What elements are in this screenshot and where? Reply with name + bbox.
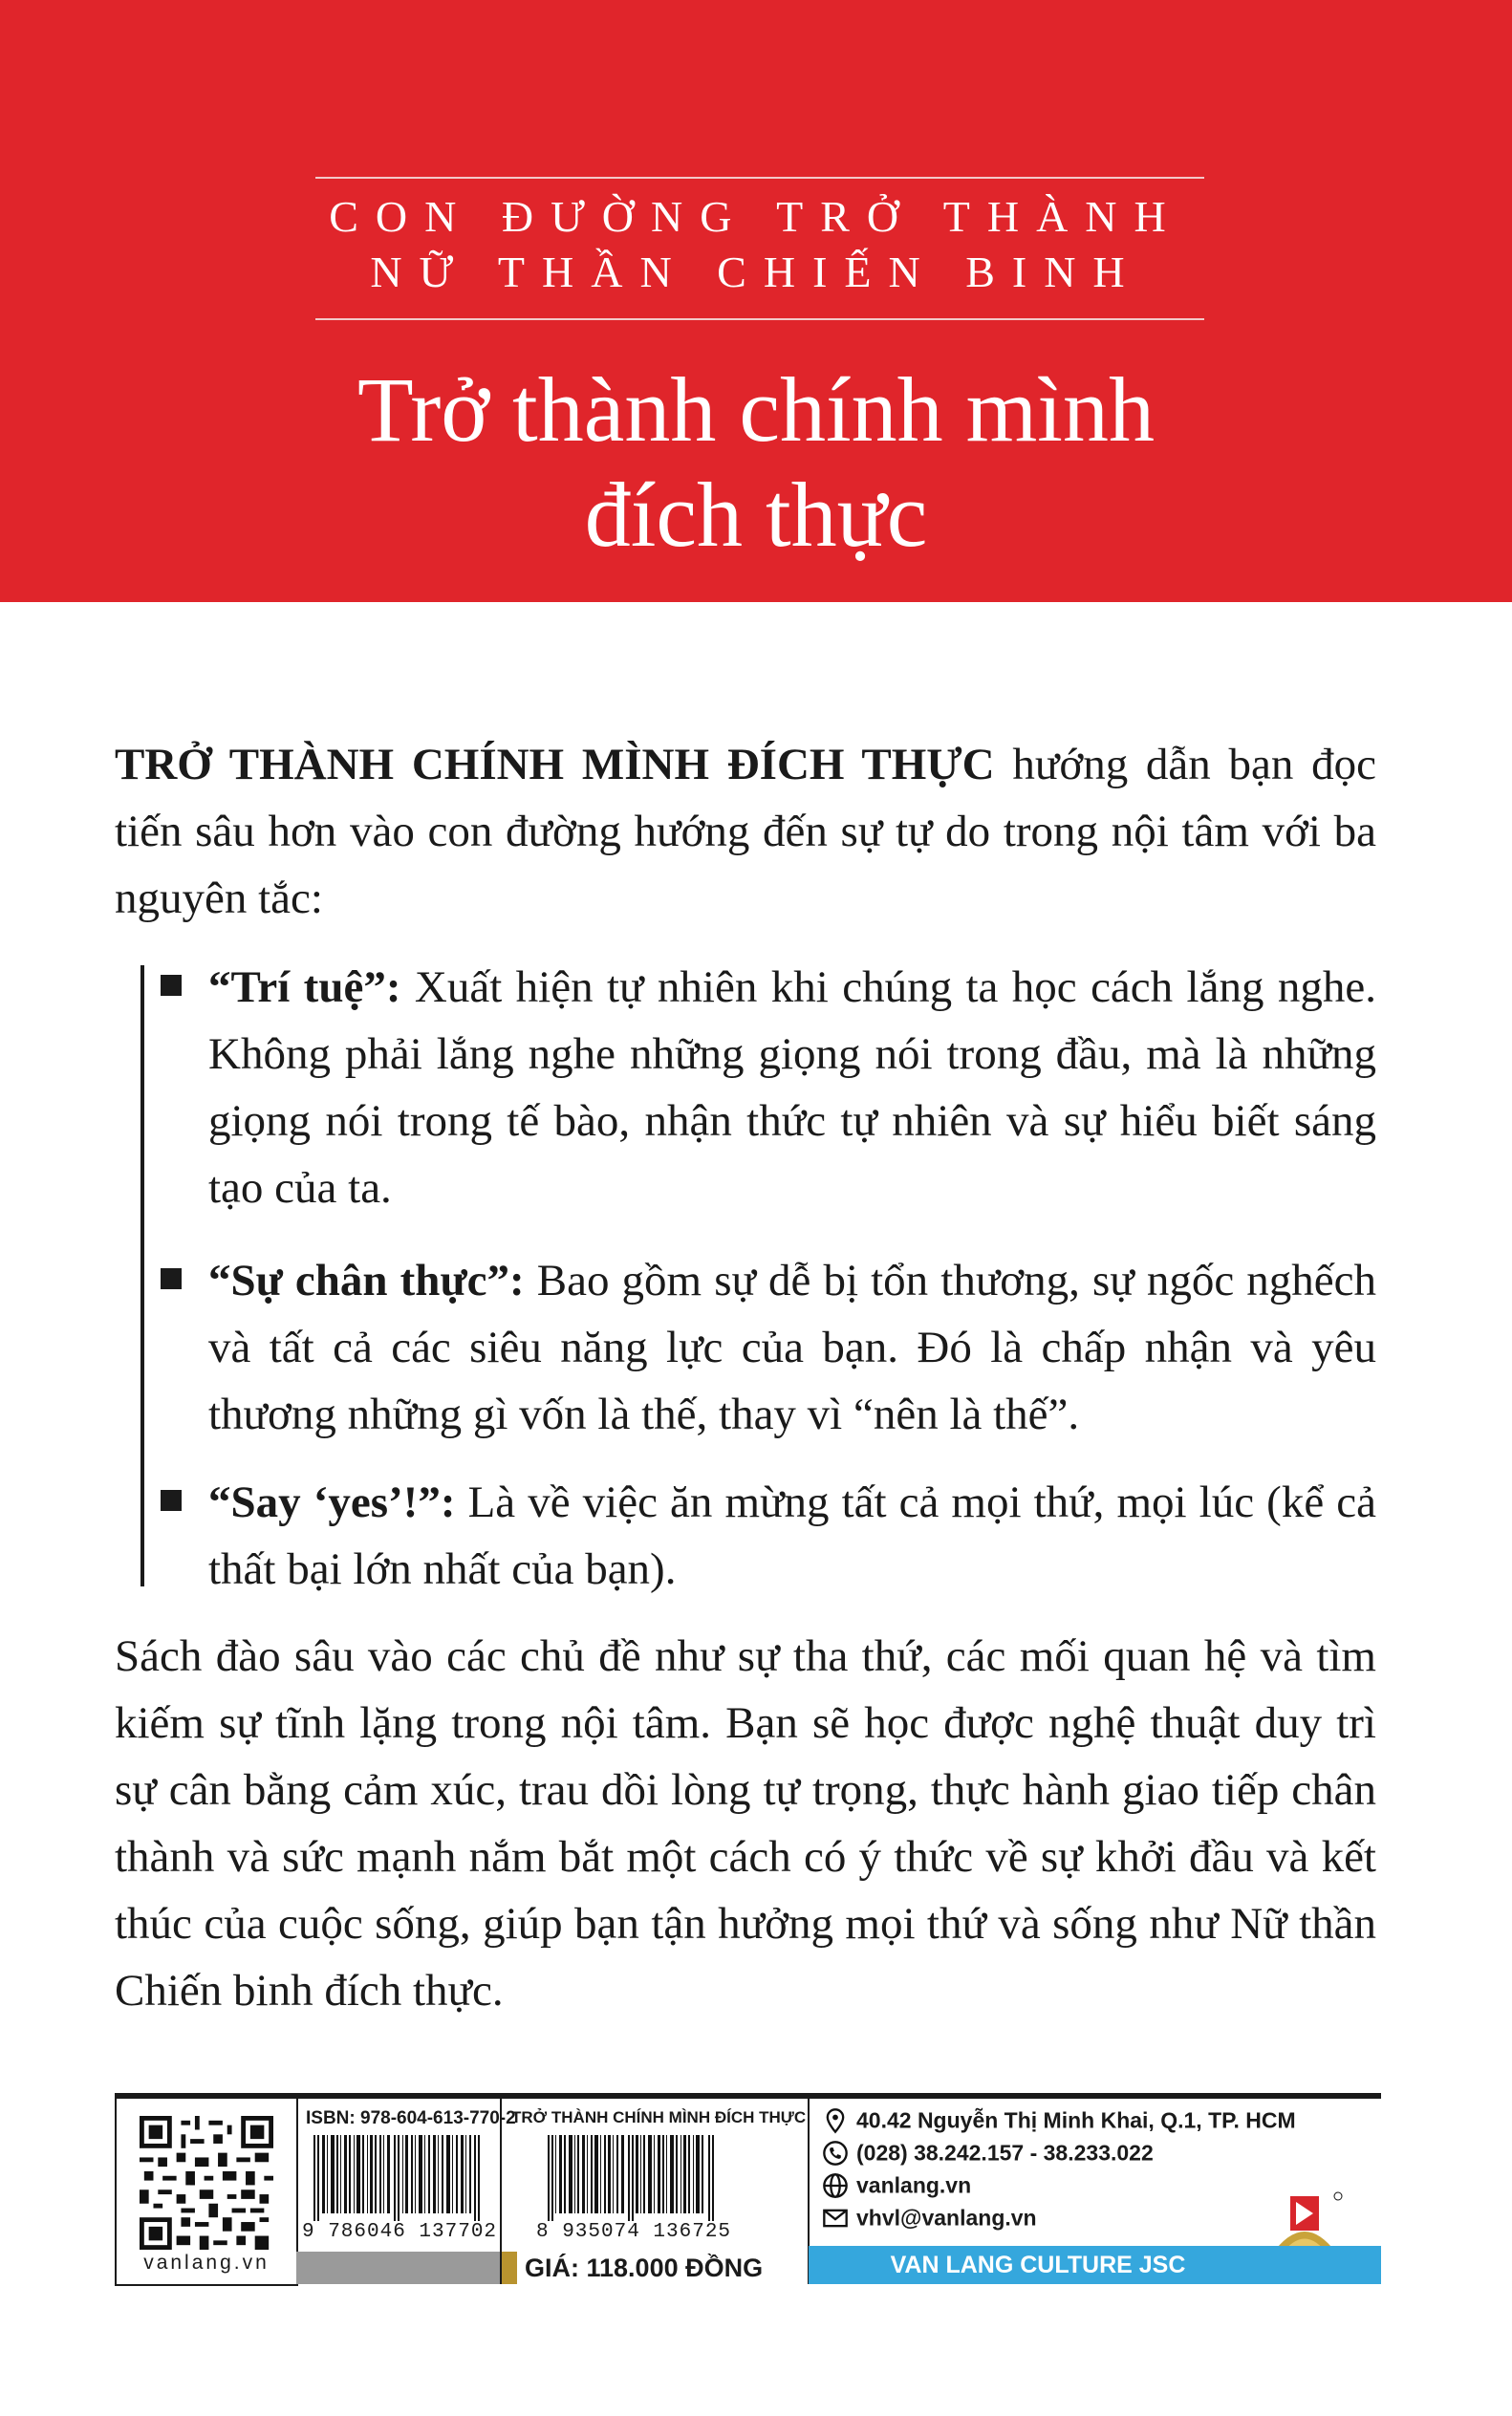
principle-item-authenticity — [208, 1247, 1376, 1448]
bullet-square-icon — [161, 1490, 182, 1511]
bullet-square-icon — [161, 1268, 182, 1289]
barcode-title-label: TRỞ THÀNH CHÍNH MÌNH ĐÍCH THỰC — [511, 2108, 807, 2126]
book-title-line-1: Trở thành chính mình — [357, 358, 1155, 461]
qr-caption: vanlang.vn — [143, 2252, 270, 2274]
principle-item-wisdom — [208, 954, 1376, 1221]
price-accent-bar — [502, 2252, 517, 2284]
intro-paragraph — [115, 731, 1376, 932]
qr-code-box[interactable] — [115, 2099, 298, 2286]
principle-term: “Say ‘yes’!”: — [208, 1478, 456, 1527]
isbn-digits: 9 786046 137702 — [302, 2221, 498, 2243]
summary-paragraph: Sách đào sâu vào các chủ đề như sự tha thứ, các mối quan hệ và tìm kiếm sự tĩnh lặng trong nội tâm. Bạn sẽ học được nghệ thuật duy trì sự cân bằng cảm xúc, trau dồi lòng tự trọng, thực hành giao tiếp chân thành và sức mạnh nắm bắt một cách có ý thức về sự khởi đầu và kết thúc của cuộc sống, giúp bạn tận hưởng mọi thứ và sống như Nữ thần Chiến binh đích thực. — [115, 1631, 1376, 2016]
principle-text: Xuất hiện tự nhiên khi chúng ta học cách lắng nghe. Không phải lắng nghe những giọng nói trong đầu, mà là những giọng nói trong tế bào, nhận thức tự nhiên và sự hiểu biết sáng tạo của ta. — [208, 962, 1376, 1213]
intro-title-bold: TRỞ THÀNH CHÍNH MÌNH ĐÍCH THỰC — [115, 740, 995, 789]
publisher-name: VAN LANG CULTURE JSC — [890, 2252, 1186, 2278]
principle-text: Là về việc ăn mừng tất cả mọi thứ, mọi lúc (kể cả thất bại lớn nhất của bạn). — [208, 1478, 1376, 1594]
ean-digits: 8 935074 136725 — [536, 2221, 732, 2243]
bullet-square-icon — [161, 975, 182, 996]
cover-top-band — [0, 0, 1512, 602]
book-title-line-2: đích thực — [584, 464, 928, 566]
gray-strip — [296, 2252, 500, 2284]
isbn-label: ISBN: 978-604-613-770-2 — [306, 2108, 516, 2128]
isbn-barcode-icon — [306, 2135, 492, 2221]
contact-address: 40.42 Nguyễn Thị Minh Khai, Q.1, TP. HCM — [822, 2106, 1381, 2139]
band-rule-bottom — [315, 318, 1204, 320]
ean-barcode-icon — [540, 2135, 726, 2221]
bullet-list-rule — [140, 965, 144, 1586]
back-cover-footer — [115, 2093, 1381, 2284]
band-rule-top — [315, 177, 1204, 179]
envelope-icon — [822, 2205, 849, 2232]
price-label: GIÁ: 118.000 ĐỒNG — [525, 2254, 764, 2282]
series-title-line-2: NỮ THẦN CHIẾN BINH — [370, 248, 1142, 296]
map-pin-icon — [822, 2107, 849, 2134]
principle-term: “Sự chân thực”: — [208, 1256, 525, 1305]
qr-code-icon — [136, 2116, 277, 2250]
phone-icon — [822, 2140, 849, 2167]
principle-text: Bao gồm sự dễ bị tổn thương, sự ngốc nghếch và tất cả các siêu năng lực của bạn. Đó là chấp nhận và yêu thương những gì vốn là thế, thay vì “nên là thế”. — [208, 1256, 1376, 1439]
contact-website[interactable]: vanlang.vn — [822, 2171, 1381, 2204]
series-title-line-1: CON ĐƯỜNG TRỞ THÀNH — [329, 192, 1183, 241]
principle-item-say-yes — [208, 1469, 1376, 1603]
globe-icon — [822, 2172, 849, 2199]
contact-email[interactable]: vhvl@vanlang.vn — [822, 2204, 1381, 2236]
contact-phone[interactable]: (028) 38.242.157 - 38.233.022 — [822, 2139, 1381, 2171]
intro-text: hướng dẫn bạn đọc tiến sâu hơn vào con đường hướng đến sự tự do trong nội tâm với ba nguyên tắc: — [115, 740, 1376, 923]
price-strip — [502, 2246, 808, 2284]
principle-term: “Trí tuệ”: — [208, 962, 401, 1012]
publisher-strip — [809, 2246, 1381, 2284]
